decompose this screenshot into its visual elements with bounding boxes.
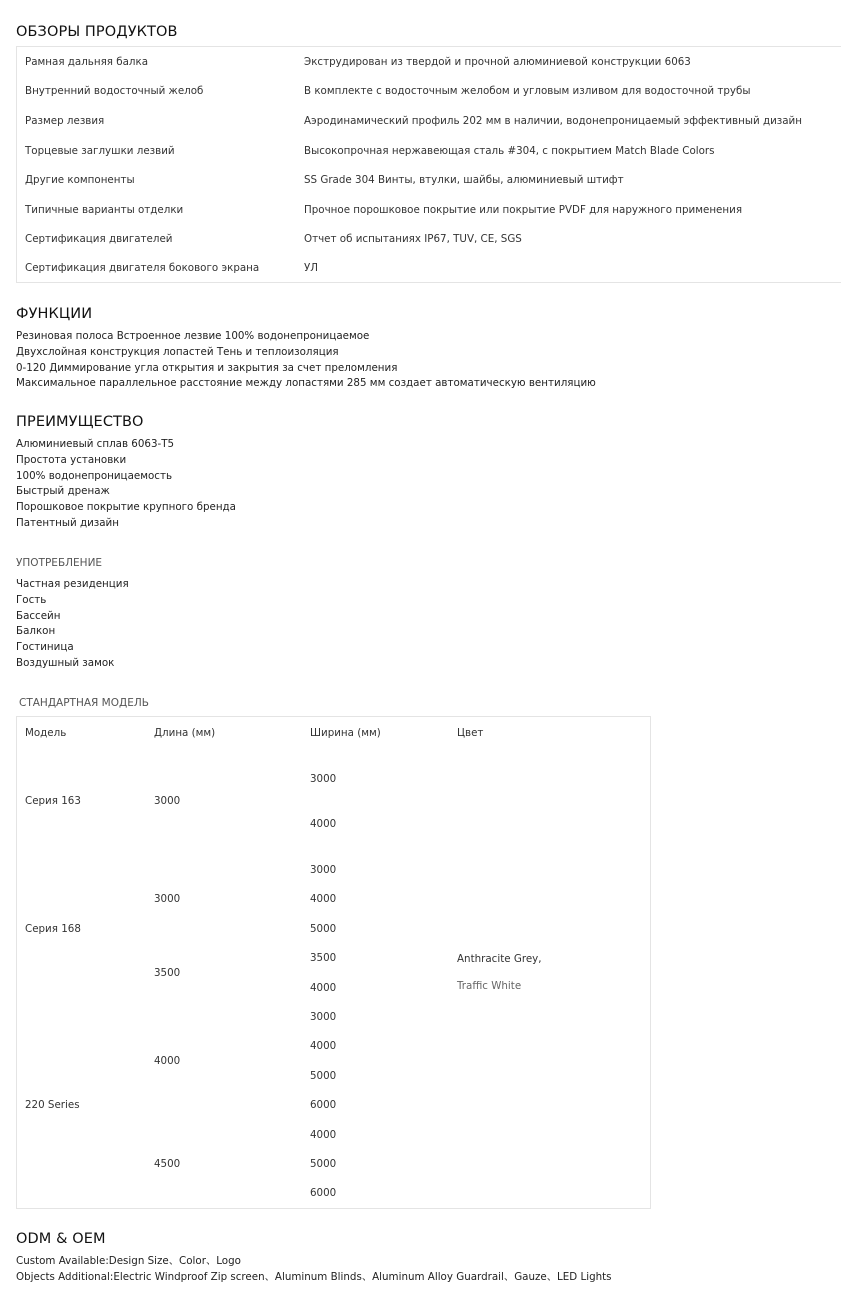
list-item: Простота установки (16, 453, 127, 466)
standard-model-table (16, 716, 651, 1209)
length-cell: 3000 (154, 893, 181, 905)
width-cell: 4000 (310, 818, 337, 830)
list-item: 0-120 Диммирование угла открытия и закрытия за счет преломления (16, 361, 398, 374)
width-cell: 6000 (310, 1099, 337, 1111)
width-cell: 4000 (310, 893, 337, 905)
series-label: Серия 163 (25, 795, 81, 807)
header-color: Цвет (457, 727, 484, 739)
list-item: Гость (16, 593, 47, 606)
width-cell: 5000 (310, 923, 337, 935)
header-model: Модель (25, 727, 67, 739)
list-item: Максимальное параллельное расстояние между лопастями 285 мм создает автоматическую вентиляцию (16, 377, 596, 390)
spec-label: Внутренний водосточный желоб (25, 85, 204, 97)
width-cell: 5000 (310, 1070, 337, 1082)
advantage-list (16, 437, 236, 532)
header-length: Длина (мм) (154, 727, 216, 739)
list-item: Быстрый дренаж (16, 485, 110, 498)
length-cell: 3000 (154, 795, 181, 807)
width-cell: 3000 (310, 773, 337, 785)
overview-table (16, 46, 841, 283)
list-item: Алюминиевый сплав 6063-T5 (16, 438, 175, 450)
spec-label: Размер лезвия (25, 115, 105, 127)
spec-label: Сертификация двигателей (25, 233, 173, 245)
list-item: Резиновая полоса Встроенное лезвие 100% водонепроницаемое (16, 330, 370, 342)
spec-value: УЛ (304, 262, 319, 274)
odm-list (16, 1254, 612, 1286)
functions-list (16, 329, 596, 392)
spec-value: Аэродинамический профиль 202 мм в наличии, водонепроницаемый эффективный дизайн (304, 115, 802, 127)
overview-title: ОБЗОРЫ ПРОДУКТОВ (16, 24, 178, 40)
spec-label: Рамная дальняя балка (25, 56, 149, 68)
color-cell: Anthracite Grey, (457, 953, 542, 965)
width-cell: 4000 (310, 1129, 337, 1141)
series-label: 220 Series (25, 1099, 80, 1111)
spec-value: Отчет об испытаниях IP67, TUV, CE, SGS (304, 233, 522, 245)
width-cell: 4000 (310, 1040, 337, 1052)
list-item: Патентный дизайн (16, 516, 119, 529)
list-item: Балкон (16, 625, 56, 638)
spec-value: Прочное порошковое покрытие или покрытие PVDF для наружного применения (304, 204, 743, 216)
spec-label: Типичные варианты отделки (25, 204, 184, 216)
odm-title: ODM & OEM (16, 1231, 106, 1247)
list-item: Воздушный замок (16, 656, 115, 669)
list-item: 100% водонепроницаемость (16, 469, 173, 482)
spec-value: SS Grade 304 Винты, втулки, шайбы, алюминиевый штифт (304, 174, 624, 186)
spec-label: Торцевые заглушки лезвий (25, 145, 175, 157)
list-item: Частная резиденция (16, 578, 129, 590)
functions-title: ФУНКЦИИ (16, 306, 93, 322)
length-cell: 4000 (154, 1055, 181, 1067)
list-item: Custom Available:Design Size、Color、Logo (16, 1255, 241, 1267)
spec-label: Сертификация двигателя бокового экрана (25, 262, 260, 274)
width-cell: 3000 (310, 1011, 337, 1023)
list-item: Бассейн (16, 609, 61, 622)
width-cell: 6000 (310, 1187, 337, 1199)
spec-value: Высокопрочная нержавеющая сталь #304, с покрытием Match Blade Colors (304, 145, 715, 157)
usage-title: УПОТРЕБЛЕНИЕ (16, 557, 103, 569)
series-label: Серия 168 (25, 923, 81, 935)
length-cell: 4500 (154, 1158, 181, 1170)
color-cell: Traffic White (457, 980, 522, 992)
header-width: Ширина (мм) (310, 727, 381, 739)
list-item: Порошковое покрытие крупного бренда (16, 501, 236, 514)
width-cell: 3000 (310, 864, 337, 876)
list-item: Двухслойная конструкция лопастей Тень и теплоизоляция (16, 345, 339, 358)
standard-model-title: СТАНДАРТНАЯ МОДЕЛЬ (19, 697, 149, 709)
advantage-title: ПРЕИМУЩЕСТВО (16, 414, 144, 430)
width-cell: 5000 (310, 1158, 337, 1170)
spec-value: Экструдирован из твердой и прочной алюминиевой конструкции 6063 (304, 56, 691, 68)
list-item: Objects Additional:Electric Windproof Zip screen、Aluminum Blinds、Aluminum Alloy Guardrail、Gauze、LED Lights (16, 1270, 612, 1283)
list-item: Гостиница (16, 641, 74, 654)
spec-value: В комплекте с водосточным желобом и угловым изливом для водосточной трубы (304, 85, 751, 97)
width-cell: 4000 (310, 982, 337, 994)
width-cell: 3500 (310, 952, 337, 964)
spec-label: Другие компоненты (25, 174, 135, 186)
usage-list (16, 577, 129, 672)
length-cell: 3500 (154, 967, 181, 979)
